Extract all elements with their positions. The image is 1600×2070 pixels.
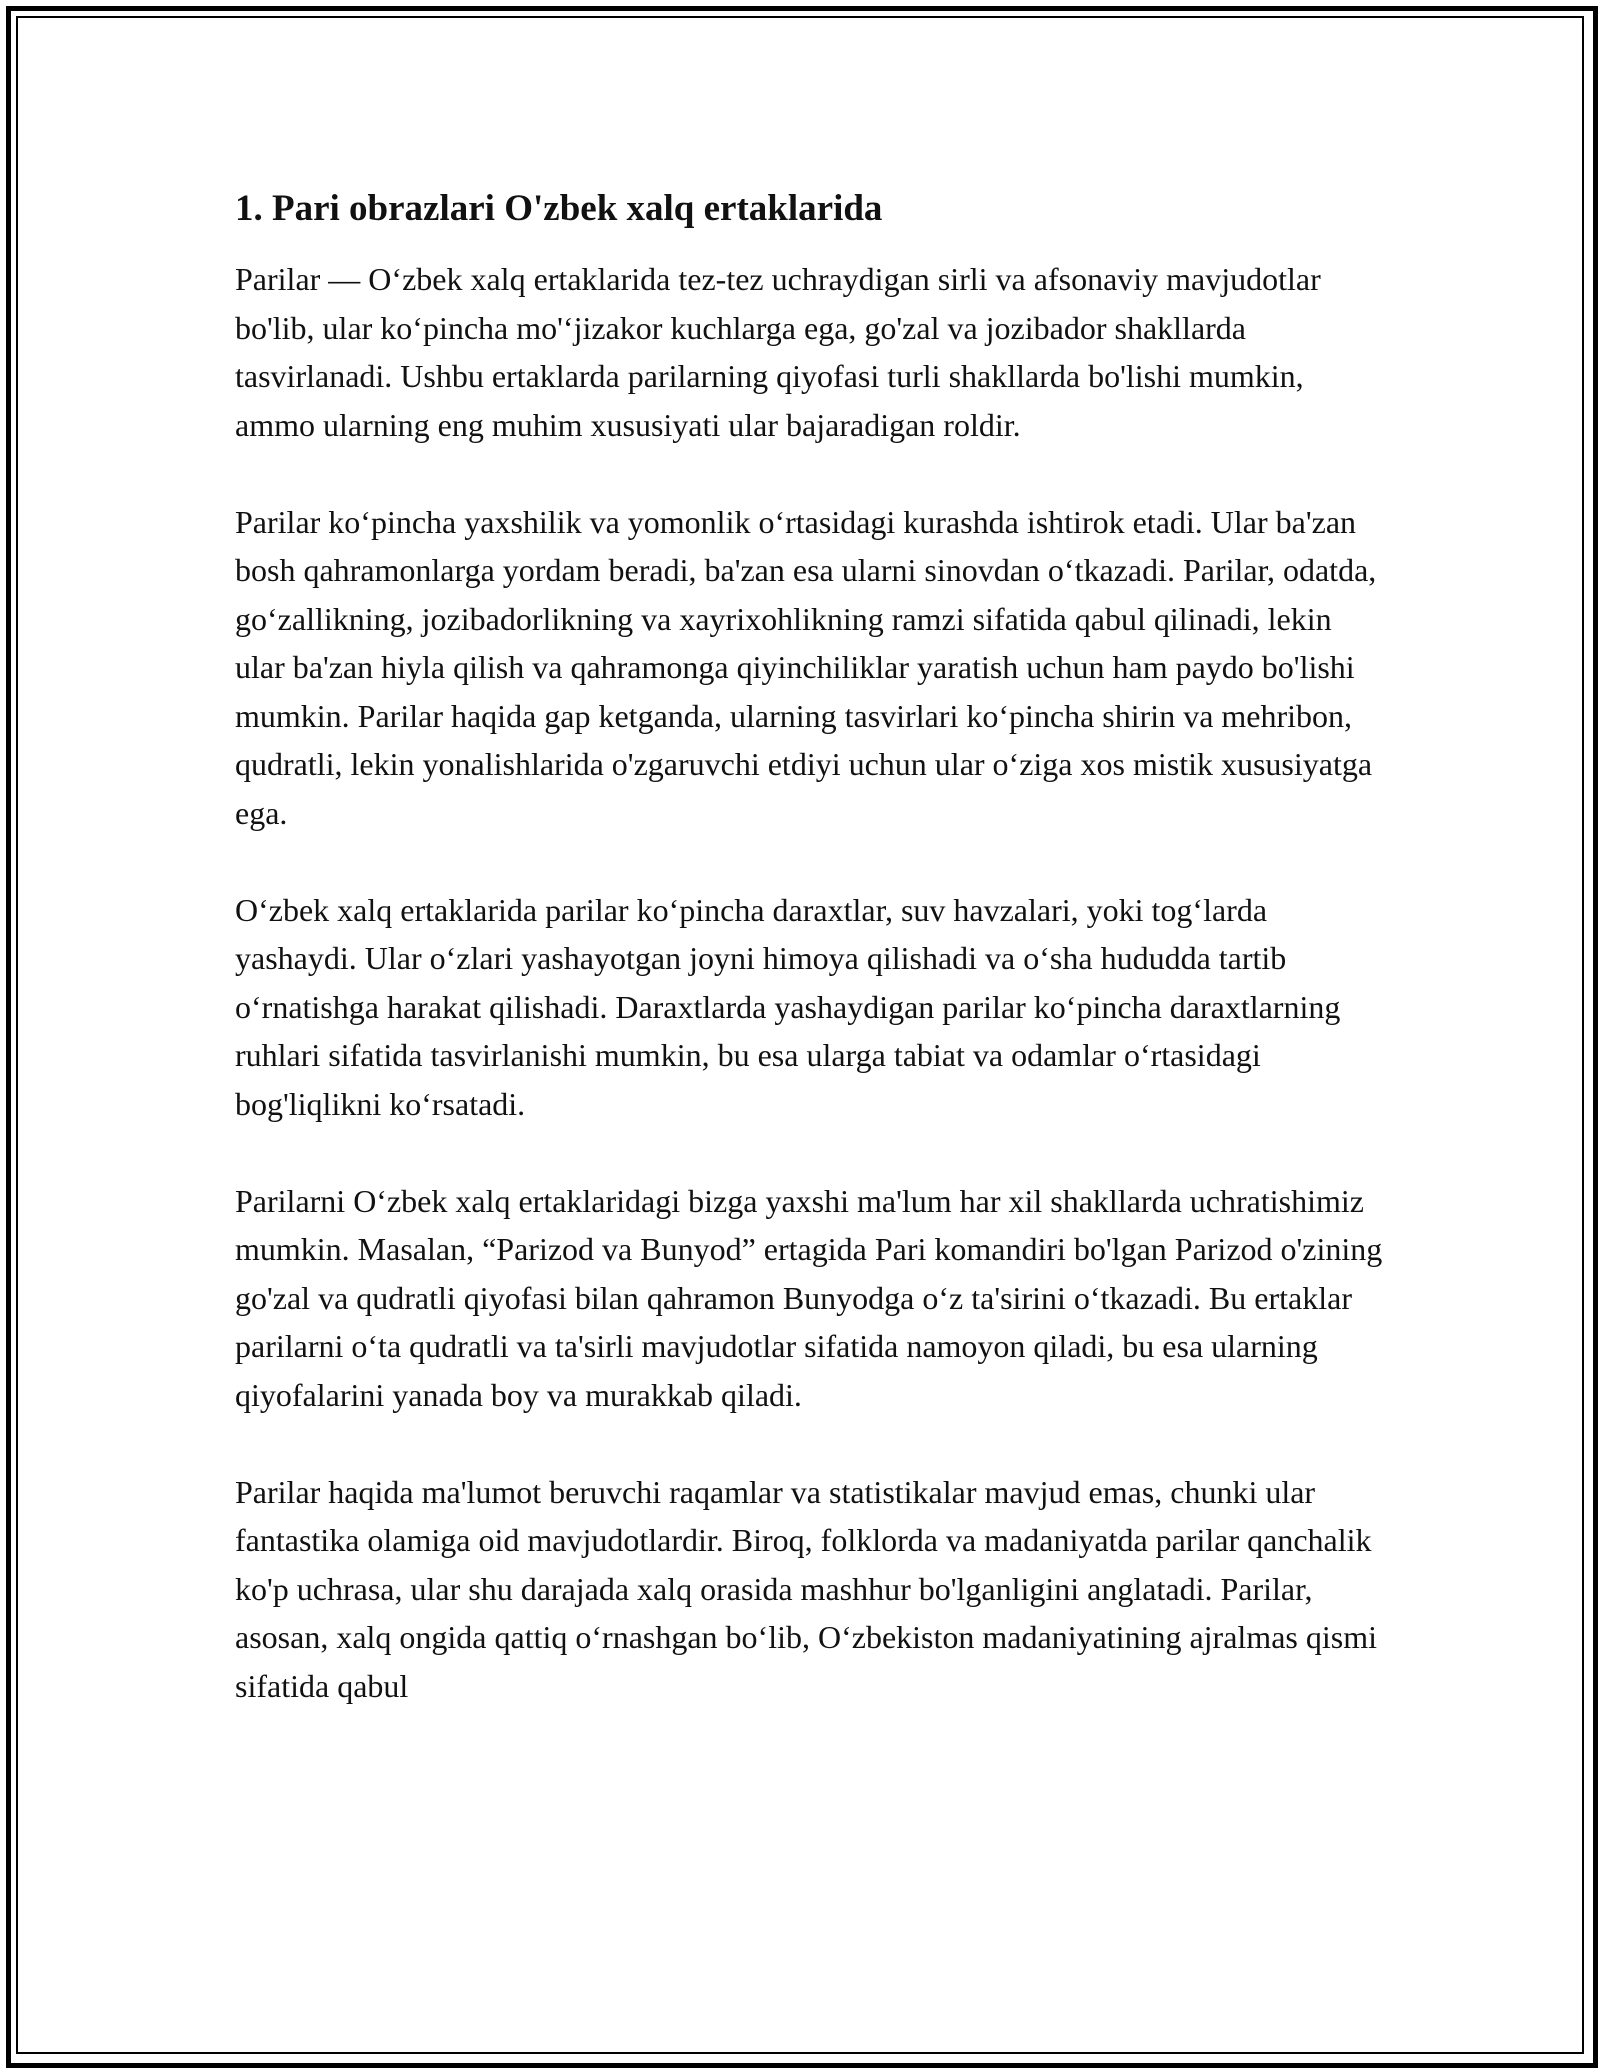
section-heading: 1. Pari obrazlari O'zbek xalq ertaklarida: [235, 188, 883, 229]
paragraph-3: O‘zbek xalq ertaklarida parilar ko‘pincha daraxtlar, suv havzalari, yoki tog‘larda yashaydi. Ular o‘zlari yashayotgan joyni himoya qilishadi va o‘sha hududda tartib o‘rnatishga harakat qilishadi. Daraxtlarda yashaydigan parilar ko‘pincha daraxtlarning ruhlari sifatida tasvirlanishi mumkin, bu esa ularga tabiat va odamlar o‘rtasidagi bog'liqlikni ko‘rsatadi.: [235, 891, 1341, 1122]
paragraph-4: Parilarni O‘zbek xalq ertaklaridagi bizga yaxshi ma'lum har xil shakllarda uchratishimiz mumkin. Masalan, “Parizod va Bunyod” ertagida Pari komandiri bo'lgan Parizod o'zining go'zal va qudratli qiyofasi bilan qahramon Bunyodga o‘z ta'sirini o‘tkazadi. Bu ertaklar parilarni o‘ta qudratli va ta'sirli mavjudotlar sifatida namoyon qiladi, bu esa ularning qiyofalarini yanada boy va murakkab qiladi.: [235, 1182, 1383, 1413]
document-body: [235, 185, 1385, 1759]
paragraph-5: Parilar haqida ma'lumot beruvchi raqamlar va statistikalar mavjud emas, chunki ular fantastika olamiga oid mavjudotlardir. Biroq, folklorda va madaniyatda parilar qanchalik ko'p uchrasa, ular shu darajada xalq orasida mashhur bo'lganligini anglatadi. Parilar, asosan, xalq ongida qattiq o‘rnashgan bo‘lib, O‘zbekiston madaniyatining ajralmas qismi sifatida qabul: [235, 1473, 1377, 1704]
paragraph-2: Parilar ko‘pincha yaxshilik va yomonlik o‘rtasidagi kurashda ishtirok etadi. Ular ba'zan bosh qahramonlarga yordam beradi, ba'zan esa ularni sinovdan o‘tkazadi. Parilar, odatda, go‘zallikning, jozibadorlikning va xayrixohlikning ramzi sifatida qabul qilinadi, lekin ular ba'zan hiyla qilish va qahramonga qiyinchiliklar yaratish uchun ham paydo bo'lishi mumkin. Parilar haqida gap ketganda, ularning tasvirlari ko‘pincha shirin va mehribon, qudratli, lekin yonalishlarida o'zgaruvchi etdiyi uchun ular o‘ziga xos mistik xususiyatga ega.: [235, 503, 1377, 831]
paragraph-1: Parilar — O‘zbek xalq ertaklarida tez-tez uchraydigan sirli va afsonaviy mavjudotlar bo'lib, ular ko‘pincha mo'‘jizakor kuchlarga ega, go'zal va jozibador shakllarda tasvirlanadi. Ushbu ertaklarda parilarning qiyofasi turli shakllarda bo'lishi mumkin, ammo ularning eng muhim xususiyati ular bajaradigan roldir.: [235, 261, 1321, 443]
